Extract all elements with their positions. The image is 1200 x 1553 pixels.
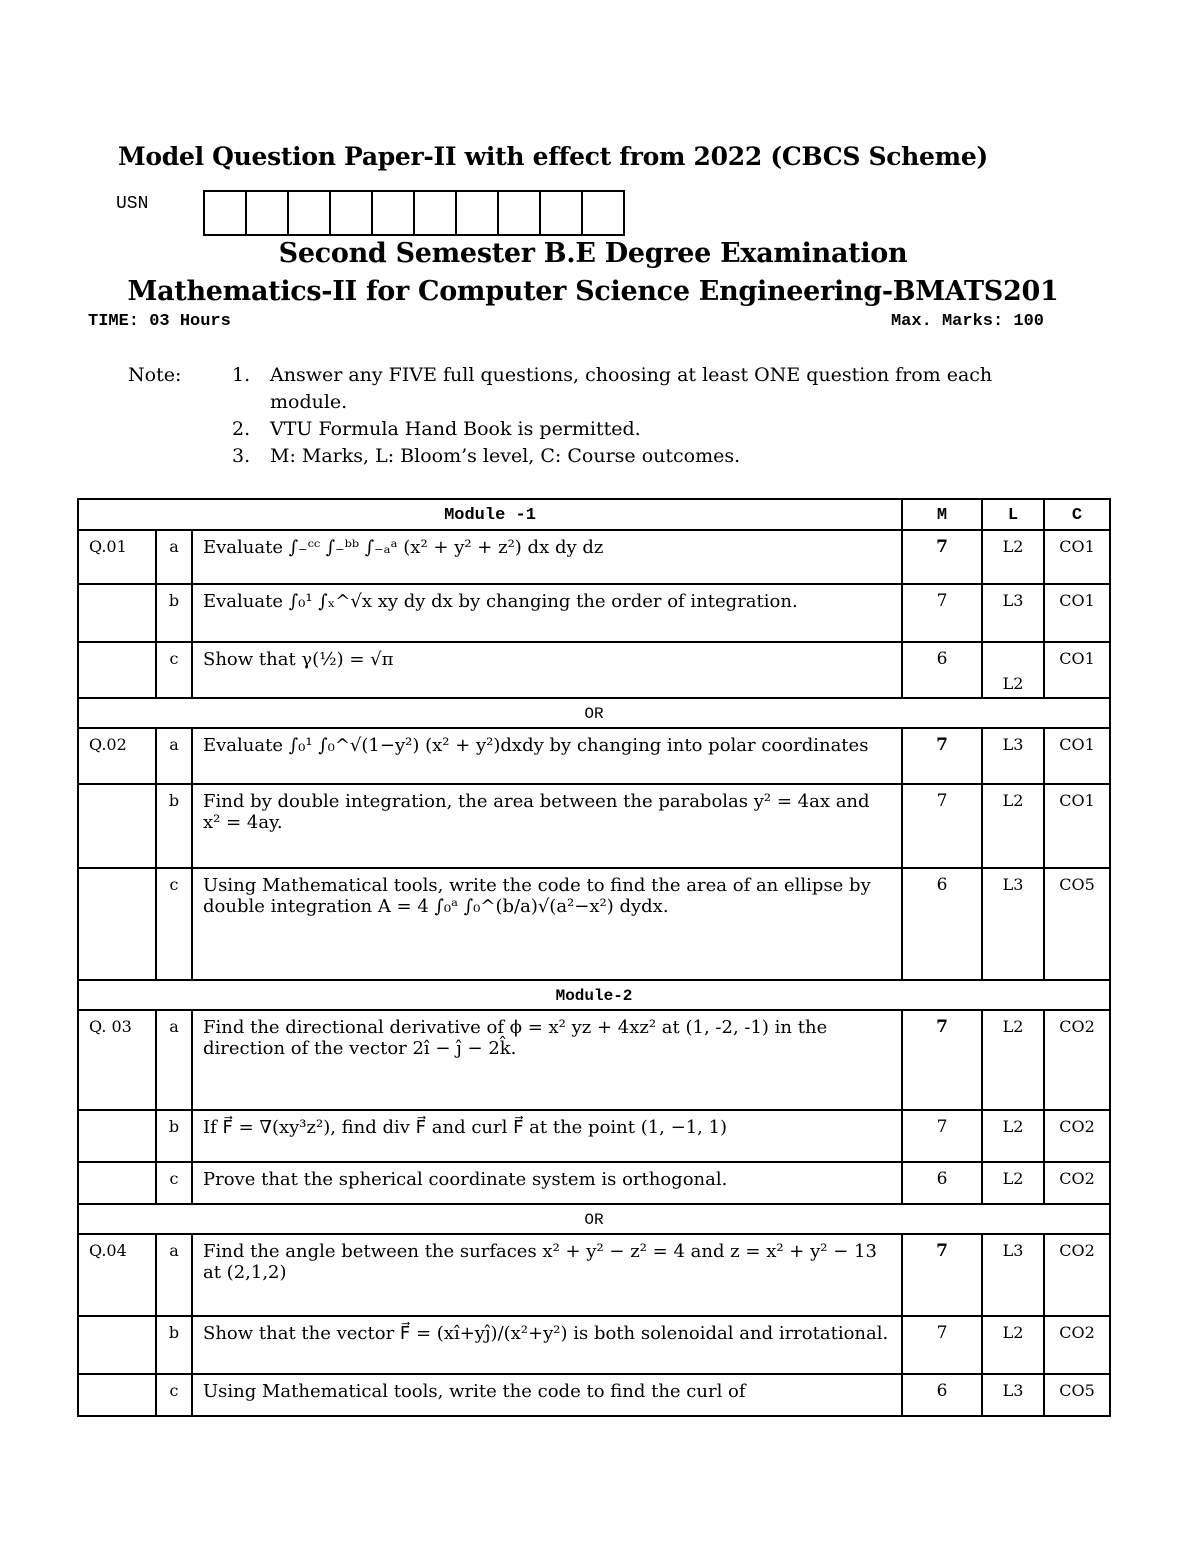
- note-label: Note:: [128, 364, 182, 386]
- marks-value: 7: [902, 1110, 982, 1162]
- level-value: L2: [982, 1316, 1044, 1374]
- marks-value: 7: [902, 728, 982, 784]
- marks-value: 7: [902, 1316, 982, 1374]
- level-value: L2: [982, 642, 1044, 698]
- sub-question-letter: c: [156, 642, 192, 698]
- sub-question-letter: c: [156, 1374, 192, 1416]
- note-text: Answer any FIVE full questions, choosing at least ONE question from each module.: [270, 364, 993, 413]
- marks-value: 7: [902, 1010, 982, 1110]
- outcome-value: CO2: [1044, 1110, 1110, 1162]
- sub-question-letter: b: [156, 584, 192, 642]
- table-row: [78, 728, 1110, 784]
- level-column-header: L: [982, 499, 1044, 530]
- usn-box[interactable]: [541, 192, 583, 234]
- sub-question-letter: b: [156, 1316, 192, 1374]
- usn-label: USN: [116, 194, 149, 214]
- question-number: [78, 1162, 156, 1204]
- note-item: [232, 443, 1032, 470]
- usn-entry-boxes[interactable]: [203, 190, 625, 236]
- question-text: Find the directional derivative of ϕ = x² yz + 4xz² at (1, -2, -1) in the direction of the vector 2î − ĵ − 2k̂.: [192, 1010, 902, 1110]
- outcome-value: CO1: [1044, 642, 1110, 698]
- question-number: Q.04: [78, 1234, 156, 1316]
- level-value: L3: [982, 1374, 1044, 1416]
- question-text: If F⃗ = ∇(xy³z²), find div F⃗ and curl F⃗ at the point (1, −1, 1): [192, 1110, 902, 1162]
- table-row: [78, 1316, 1110, 1374]
- table-row: [78, 530, 1110, 584]
- marks-column-header: M: [902, 499, 982, 530]
- usn-box[interactable]: [415, 192, 457, 234]
- question-number: [78, 642, 156, 698]
- marks-value: 6: [902, 1162, 982, 1204]
- marks-value: 6: [902, 868, 982, 980]
- level-value: L2: [982, 1162, 1044, 1204]
- sub-question-letter: c: [156, 868, 192, 980]
- exam-heading: Second Semester B.E Degree Examination: [278, 238, 908, 269]
- question-text: Evaluate ∫₀¹ ∫₀^√(1−y²) (x² + y²)dxdy by changing into polar coordinates: [192, 728, 902, 784]
- usn-box[interactable]: [205, 192, 247, 234]
- level-value: L3: [982, 584, 1044, 642]
- question-number: [78, 784, 156, 868]
- question-number: [78, 1110, 156, 1162]
- question-number: [78, 1374, 156, 1416]
- note-list: [232, 362, 1032, 470]
- question-text: Show that γ(½) = √π: [192, 642, 902, 698]
- subject-heading: Mathematics-II for Computer Science Engineering-BMATS201: [127, 276, 1059, 307]
- question-text: Evaluate ∫₋ᶜᶜ ∫₋ᵇᵇ ∫₋ₐᵃ (x² + y² + z²) dx dy dz: [192, 530, 902, 584]
- level-value: L2: [982, 784, 1044, 868]
- note-text: VTU Formula Hand Book is permitted.: [270, 418, 641, 440]
- sub-question-letter: a: [156, 1010, 192, 1110]
- module-heading: Module-2: [78, 980, 1110, 1010]
- note-item: [232, 362, 1032, 416]
- outcome-value: CO1: [1044, 784, 1110, 868]
- sub-question-letter: a: [156, 728, 192, 784]
- table-row: [78, 1234, 1110, 1316]
- table-row: [78, 1110, 1110, 1162]
- note-text: M: Marks, L: Bloom’s level, C: Course outcomes.: [270, 445, 741, 467]
- outcome-value: CO1: [1044, 584, 1110, 642]
- or-separator-row: [78, 1204, 1110, 1234]
- sub-question-letter: a: [156, 530, 192, 584]
- outcome-value: CO2: [1044, 1010, 1110, 1110]
- marks-value: 7: [902, 1234, 982, 1316]
- question-text: Find by double integration, the area between the parabolas y² = 4ax and x² = 4ay.: [192, 784, 902, 868]
- marks-value: 7: [902, 784, 982, 868]
- question-number: [78, 584, 156, 642]
- outcome-value: CO5: [1044, 1374, 1110, 1416]
- max-marks: Max. Marks: 100: [890, 312, 1044, 331]
- question-number: Q.01: [78, 530, 156, 584]
- level-value: L2: [982, 1110, 1044, 1162]
- note-number: 2.: [232, 418, 251, 440]
- usn-box[interactable]: [373, 192, 415, 234]
- table-header-row: [78, 499, 1110, 530]
- marks-value: 7: [902, 584, 982, 642]
- question-text: Using Mathematical tools, write the code to find the curl of: [192, 1374, 902, 1416]
- question-text: Find the angle between the surfaces x² + y² − z² = 4 and z = x² + y² − 13 at (2,1,2): [192, 1234, 902, 1316]
- table-row: [78, 584, 1110, 642]
- question-number: [78, 868, 156, 980]
- marks-value: 6: [902, 1374, 982, 1416]
- level-value: L2: [982, 530, 1044, 584]
- table-row: [78, 642, 1110, 698]
- outcome-value: CO2: [1044, 1234, 1110, 1316]
- outcome-value: CO2: [1044, 1162, 1110, 1204]
- usn-box[interactable]: [457, 192, 499, 234]
- outcome-value: CO1: [1044, 728, 1110, 784]
- note-number: 1.: [232, 364, 251, 386]
- outcome-column-header: C: [1044, 499, 1110, 530]
- module-heading-row: [78, 980, 1110, 1010]
- outcome-value: CO5: [1044, 868, 1110, 980]
- or-separator: OR: [78, 698, 1110, 728]
- question-text: Using Mathematical tools, write the code to find the area of an ellipse by double integration A = 4 ∫₀ᵃ ∫₀^(b/a)√(a²−x²) dydx.: [192, 868, 902, 980]
- question-number: Q. 03: [78, 1010, 156, 1110]
- table-row: [78, 1162, 1110, 1204]
- usn-box[interactable]: [247, 192, 289, 234]
- sub-question-letter: c: [156, 1162, 192, 1204]
- marks-value: 7: [902, 530, 982, 584]
- level-value: L2: [982, 1010, 1044, 1110]
- table-row: [78, 868, 1110, 980]
- paper-title: Model Question Paper-II with effect from 2022 (CBCS Scheme): [118, 142, 988, 171]
- or-separator: OR: [78, 1204, 1110, 1234]
- question-text: Show that the vector F⃗ = (xî+yĵ)/(x²+y²) is both solenoidal and irrotational.: [192, 1316, 902, 1374]
- level-value: L3: [982, 1234, 1044, 1316]
- outcome-value: CO2: [1044, 1316, 1110, 1374]
- usn-box[interactable]: [499, 192, 541, 234]
- sub-question-letter: b: [156, 1110, 192, 1162]
- table-row: [78, 1374, 1110, 1416]
- usn-box[interactable]: [289, 192, 331, 234]
- table-row: [78, 784, 1110, 868]
- note-item: [232, 416, 1032, 443]
- note-number: 3.: [232, 445, 251, 467]
- sub-question-letter: b: [156, 784, 192, 868]
- question-text: Prove that the spherical coordinate system is orthogonal.: [192, 1162, 902, 1204]
- level-value: L3: [982, 728, 1044, 784]
- marks-value: 6: [902, 642, 982, 698]
- outcome-value: CO1: [1044, 530, 1110, 584]
- module-heading: Module -1: [78, 499, 902, 530]
- sub-question-letter: a: [156, 1234, 192, 1316]
- usn-box[interactable]: [331, 192, 373, 234]
- or-separator-row: [78, 698, 1110, 728]
- question-number: [78, 1316, 156, 1374]
- question-text: Evaluate ∫₀¹ ∫ₓ^√x xy dy dx by changing the order of integration.: [192, 584, 902, 642]
- question-table: [77, 498, 1111, 1417]
- question-number: Q.02: [78, 728, 156, 784]
- table-row: [78, 1010, 1110, 1110]
- exam-time: TIME: 03 Hours: [88, 312, 231, 331]
- usn-box[interactable]: [583, 192, 623, 234]
- level-value: L3: [982, 868, 1044, 980]
